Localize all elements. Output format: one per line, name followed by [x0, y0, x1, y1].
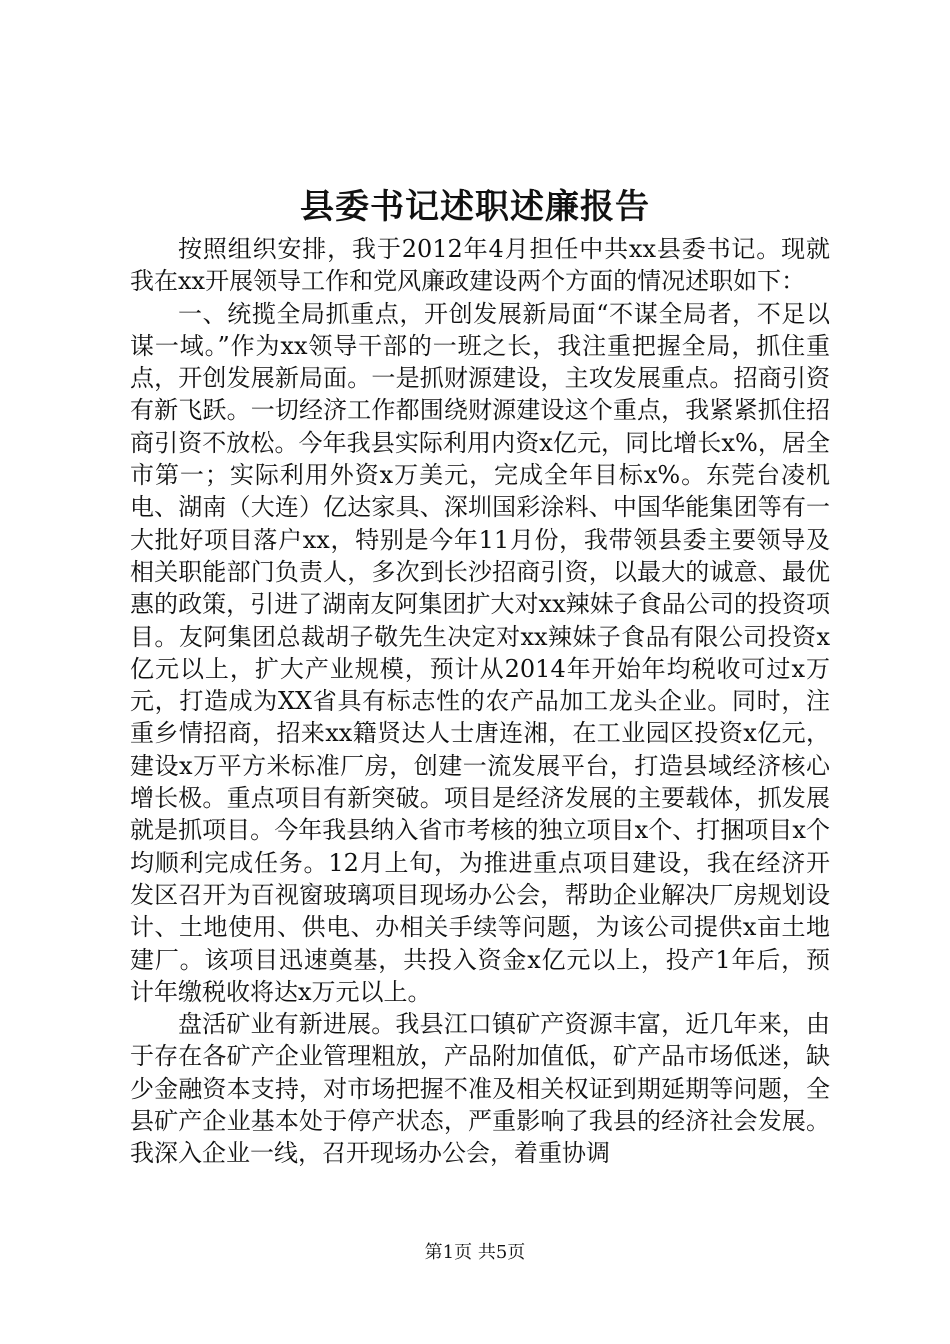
paragraph-section-one: 一、统揽全局抓重点，开创发展新局面“不谋全局者，不足以谋一域。”作为xx领导干部的一班之长，我注重把握全局，抓住重点，开创发展新局面。一是抓财源建设，主攻发展重点。招商引资有新飞跃。一切经济工作都围绕财源建设这个重点，我紧紧抓住招商引资不放松。今年我县实际利用内资x亿元，同比增长x%，居全市第一；实际利用外资x万美元，完成全年目标x%。东莞台凌机电、湖南（大连）亿达家具、深圳国彩涂料、中国华能集团等有一大批好项目落户xx，特别是今年11月份，我带领县委主要领导及相关职能部门负责人，多次到长沙招商引资，以最大的诚意、最优惠的政策，引进了湖南友阿集团扩大对xx辣妹子食品公司的投资项目。友阿集团总裁胡子敬先生决定对xx辣妹子食品有限公司投资x亿元以上，扩大产业规模，预计从2014年开始年均税收可过x万元，打造成为XX省具有标志性的农产品加工龙头企业。同时，注重乡情招商，招来xx籍贤达人士唐连湘，在工业园区投资x亿元，建设x万平方米标准厂房，创建一流发展平台，打造县域经济核心增长极。重点项目有新突破。项目是经济发展的主要载体，抓发展就是抓项目。今年我县纳入省市考核的独立项目x个、打捆项目x个均顺利完成任务。12月上旬，为推进重点项目建设，我在经济开发区召开为百视窗玻璃项目现场办公会，帮助企业解决厂房规划设计、土地使用、供电、办相关手续等问题，为该公司提供x亩土地建厂。该项目迅速奠基，共投入资金x亿元以上，投产1年后，预计年缴税收将达x万元以上。	[130, 299, 830, 1006]
document-title: 县委书记述职述廉报告	[300, 187, 650, 227]
paragraph-intro: 按照组织安排，我于2012年4月担任中共xx县委书记。现就我在xx开展领导工作和党风廉政建设两个方面的情况述职如下：	[130, 235, 830, 296]
page-footer: 第1页 共5页	[424, 1242, 526, 1263]
paragraph-mining: 盘活矿业有新进展。我县江口镇矿产资源丰富，近几年来，由于存在各矿产企业管理粗放，产品附加值低，矿产品市场低迷，缺少金融资本支持，对市场把握不准及相关权证到期延期等问题，全县矿产企业基本处于停产状态，严重影响了我县的经济社会发展。我深入企业一线，召开现场办公会，着重协调	[130, 1010, 830, 1168]
document-body	[130, 233, 830, 1170]
